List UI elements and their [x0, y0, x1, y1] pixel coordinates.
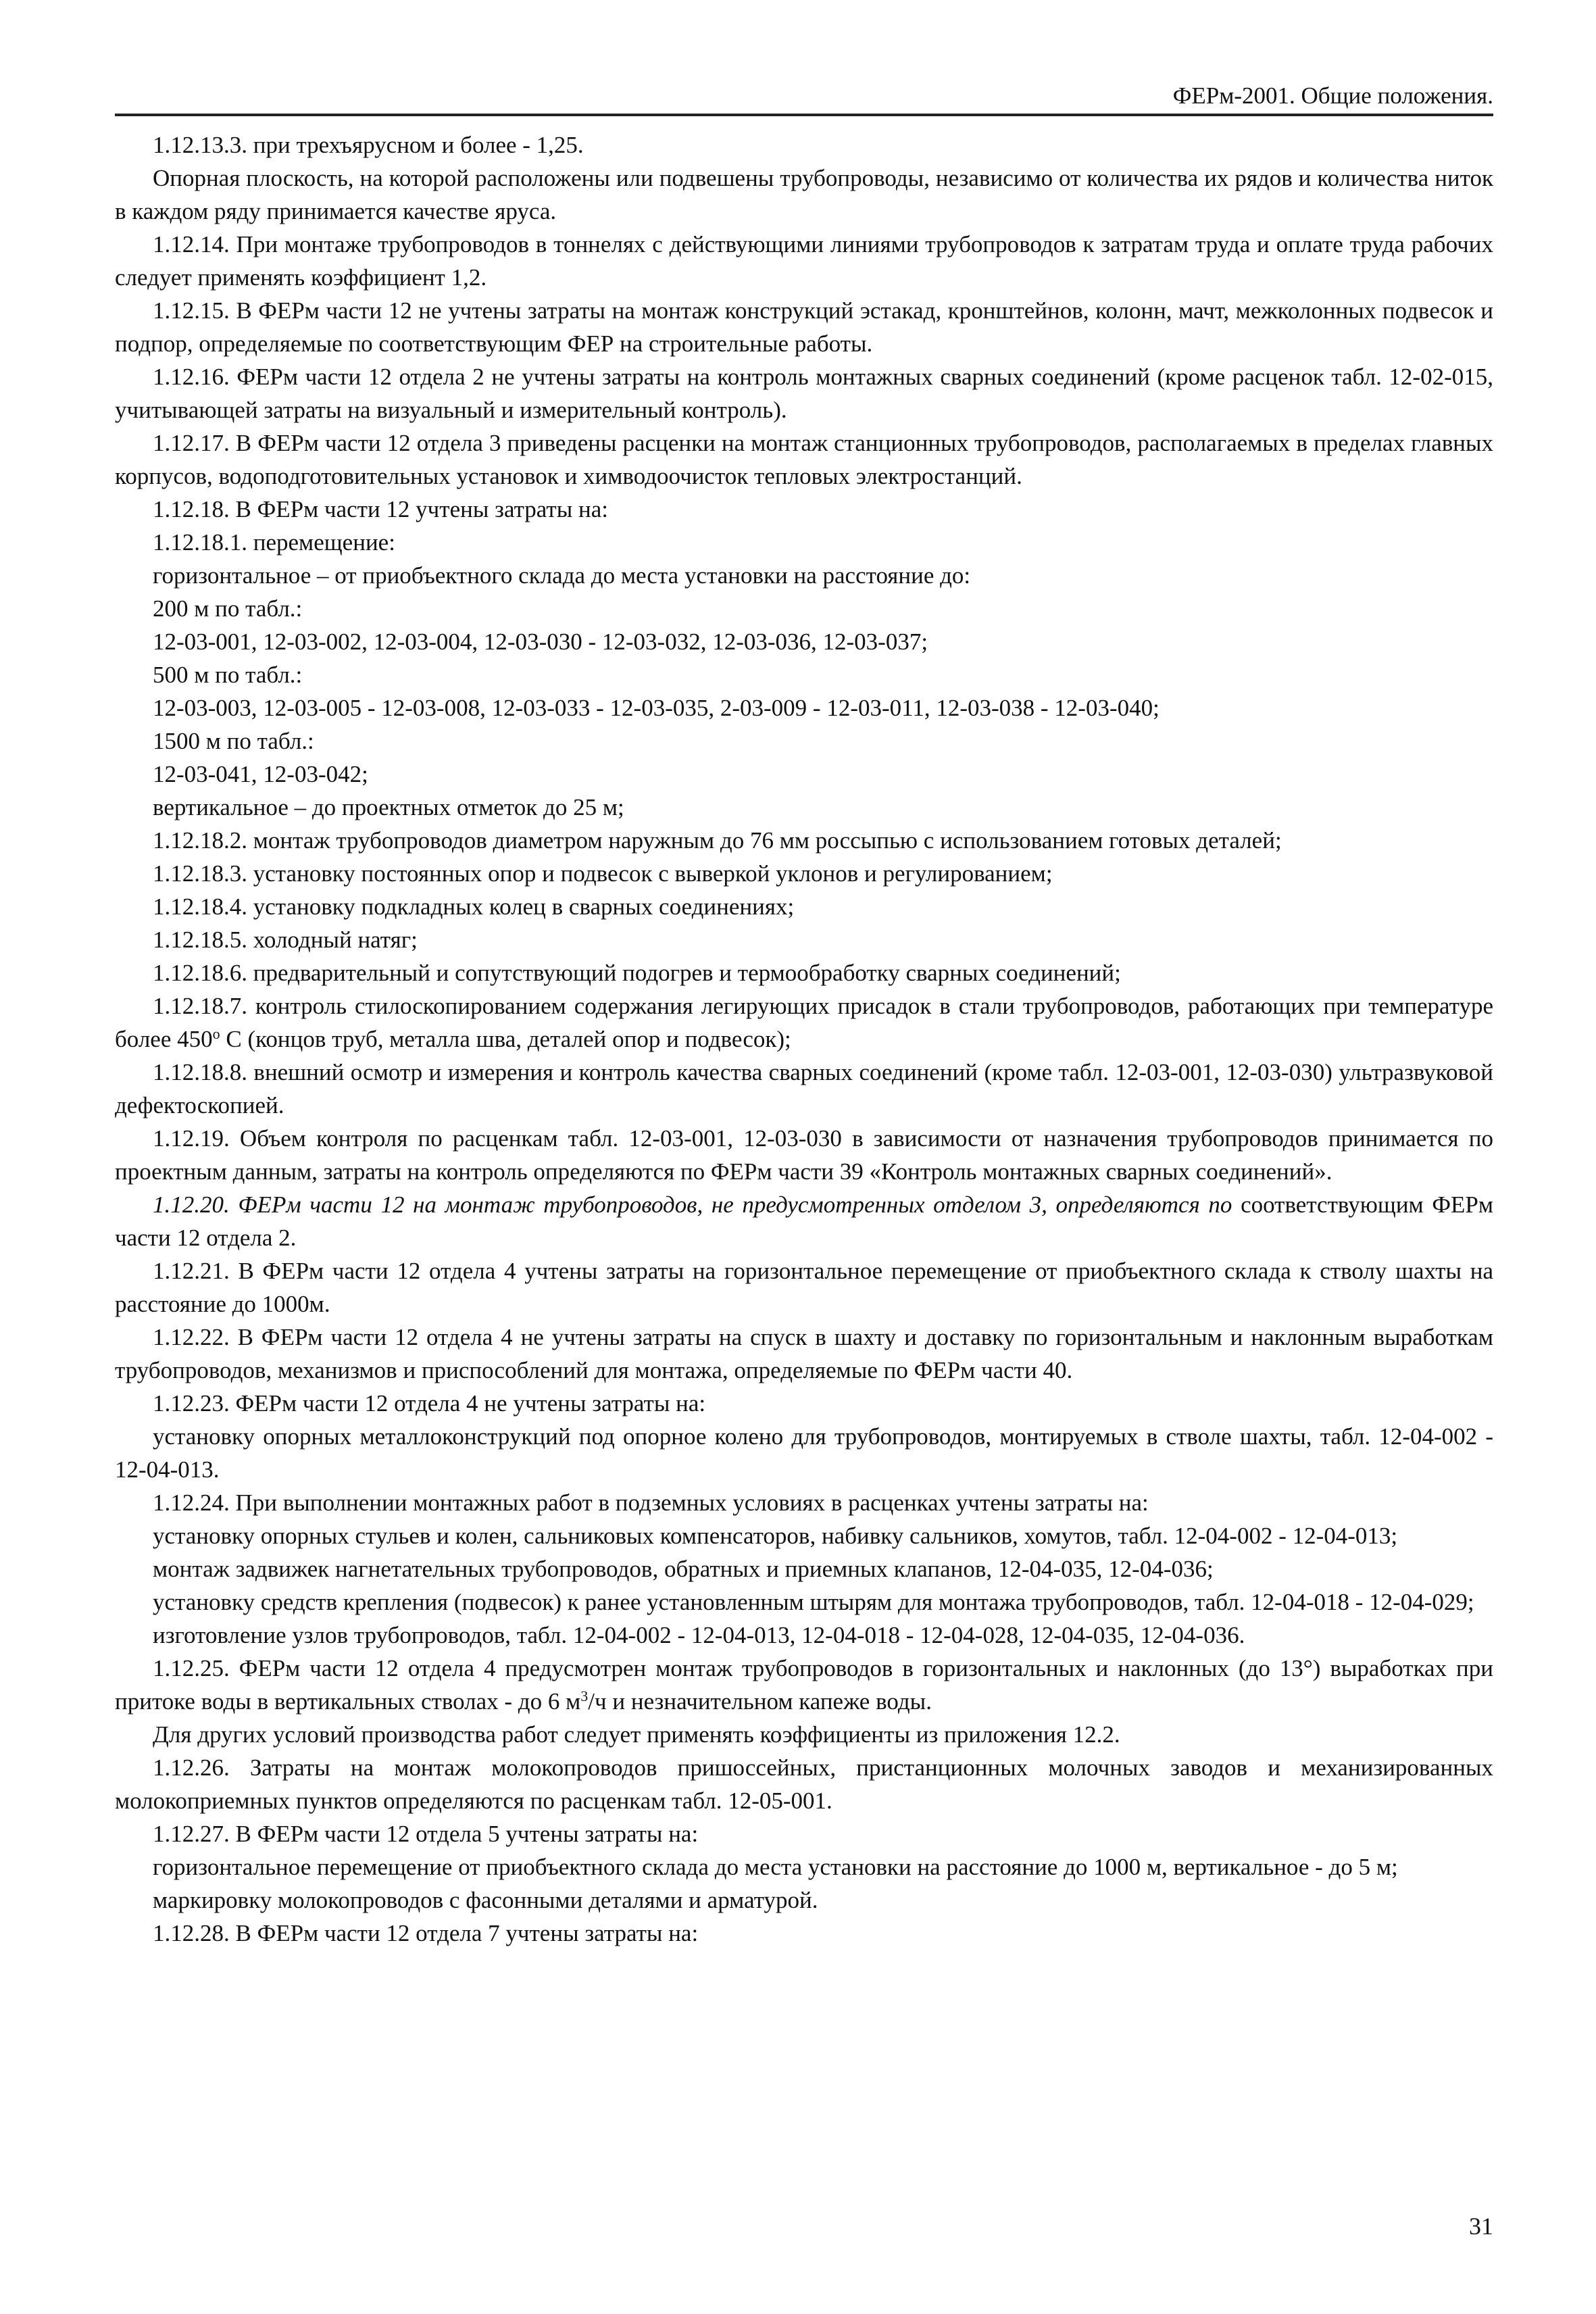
paragraph: 1.12.18.2. монтаж трубопроводов диаметром наружным до 76 мм россыпью с использованием готовых деталей; [153, 827, 1282, 854]
text-segment: 1.12.18.7. контроль стилоскопированием содержания легирующих присадок в стали трубопроводов, работающих при температуре более 450 [115, 993, 1493, 1052]
paragraph: 1.12.18.3. установку постоянных опор и подвесок с выверкой уклонов и регулированием; [153, 860, 1053, 887]
paragraph: 1500 м по табл.: [153, 728, 314, 754]
paragraph: 1.12.24. При выполнении монтажных работ в подземных условиях в расценках учтены затраты на: [153, 1490, 1149, 1516]
paragraph: горизонтальное – от приобъектного склада до места установки на расстояние до: [153, 562, 971, 589]
paragraph: 1.12.16. ФЕРм части 12 отдела 2 не учтены затраты на контроль монтажных сварных соединений (кроме расценок табл. 12-02-015, учитывающей затраты на визуальный и измерительный контроль). [115, 364, 1493, 423]
page-number: 31 [1469, 2213, 1493, 2240]
paragraph: 1.12.18. В ФЕРм части 12 учтены затраты на: [153, 496, 608, 522]
header-title: ФЕРм-2001. Общие положения. [1172, 82, 1493, 109]
paragraph: 500 м по табл.: [153, 662, 303, 688]
paragraph: 1.12.27. В ФЕРм части 12 отдела 5 учтены затраты на: [153, 1821, 699, 1847]
paragraph: 1.12.23. ФЕРм части 12 отдела 4 не учтены затраты на: [153, 1390, 706, 1417]
paragraph: установку опорных стульев и колен, сальниковых компенсаторов, набивку сальников, хомутов, табл. 12-04-002 - 12-04-013; [153, 1523, 1398, 1549]
paragraph: установку средств крепления (подвесок) к ранее установленным штырям для монтажа трубопроводов, табл. 12-04-018 - 12-04-029; [153, 1589, 1474, 1615]
paragraph: 12-03-003, 12-03-005 - 12-03-008, 12-03-033 - 12-03-035, 2-03-009 - 12-03-011, 12-03-038 - 12-03-040; [153, 695, 1159, 721]
paragraph: вертикальное – до проектных отметок до 25 м; [153, 794, 624, 820]
text-segment: 1.12.25. ФЕРм части 12 отдела 4 предусмотрен монтаж трубопроводов в горизонтальных и наклонных (до 13°) выработках при притоке воды в вертикальных стволах - до 6 м [115, 1655, 1493, 1715]
paragraph [115, 989, 1493, 1056]
paragraph: 1.12.21. В ФЕРм части 12 отдела 4 учтены затраты на горизонтальное перемещение от приобъектного склада к стволу шахты на расстояние до 1000м. [115, 1258, 1493, 1317]
degree-superscript: о [212, 1025, 220, 1042]
paragraph: изготовление узлов трубопроводов, табл. 12-04-002 - 12-04-013, 12-04-018 - 12-04-028, 12-04-035, 12-04-036. [153, 1622, 1245, 1648]
paragraph [115, 1188, 1493, 1254]
paragraph: 1.12.17. В ФЕРм части 12 отдела 3 приведены расценки на монтаж станционных трубопроводов, располагаемых в пределах главных корпусов, водоподготовительных установок и химводоочисток тепловых электростанций. [115, 430, 1493, 489]
paragraph: 1.12.28. В ФЕРм части 12 отдела 7 учтены затраты на: [153, 1920, 699, 1946]
text-segment: соответствующим ФЕРм части 12 отдела 2. [115, 1191, 1494, 1251]
paragraph: маркировку молокопроводов с фасонными деталями и арматурой. [153, 1887, 818, 1913]
paragraph: 1.12.18.1. перемещение: [153, 529, 395, 556]
paragraph: 1.12.15. В ФЕРм части 12 не учтены затраты на монтаж конструкций эстакад, кронштейнов, колонн, мачт, межколонных подвесок и подпор, определяемые по соответствующим ФЕР на строительные работы. [115, 297, 1493, 357]
paragraph: установку опорных металлоконструкций под опорное колено для трубопроводов, монтируемых в стволе шахты, табл. 12-04-002 - 12-04-013. [115, 1423, 1493, 1483]
text-segment: /ч и незначительном капеже воды. [588, 1688, 932, 1715]
document-body [115, 128, 1493, 1950]
paragraph: 1.12.26. Затраты на монтаж молокопроводов пришоссейных, пристанционных молочных заводов и механизированных молокоприемных пунктов определяются по расценкам табл. 12-05-001. [115, 1754, 1493, 1814]
text-segment: С (концов труб, металла шва, деталей опор и подвесок); [220, 1026, 791, 1052]
page-header [115, 73, 1493, 116]
paragraph: 12-03-041, 12-03-042; [153, 761, 368, 787]
paragraph: монтаж задвижек нагнетательных трубопроводов, обратных и приемных клапанов, 12-04-035, 12-04-036; [153, 1556, 1214, 1582]
paragraph: Для других условий производства работ следует применять коэффициенты из приложения 12.2. [153, 1721, 1120, 1748]
paragraph: Опорная плоскость, на которой расположены или подвешены трубопроводы, независимо от количества их рядов и количества ниток в каждом ряду принимается качестве яруса. [115, 165, 1493, 224]
paragraph: 1.12.22. В ФЕРм части 12 отдела 4 не учтены затраты на спуск в шахту и доставку по горизонтальным и наклонным выработкам трубопроводов, механизмов и приспособлений для монтажа, определяемые по ФЕРм части 40. [115, 1324, 1493, 1383]
cube-superscript: 3 [580, 1688, 589, 1704]
paragraph: 12-03-001, 12-03-002, 12-03-004, 12-03-030 - 12-03-032, 12-03-036, 12-03-037; [153, 629, 928, 655]
paragraph: 1.12.14. При монтаже трубопроводов в тоннелях с действующими линиями трубопроводов к затратам труда и оплате труда рабочих следует применять коэффициент 1,2. [115, 231, 1493, 291]
paragraph: 1.12.18.5. холодный натяг; [153, 927, 418, 953]
paragraph: горизонтальное перемещение от приобъектного склада до места установки на расстояние до 1000 м, вертикальное - до 5 м; [153, 1854, 1398, 1880]
italic-text: 1.12.20. ФЕРм части 12 на монтаж трубопроводов, не предусмотренных отделом 3, определяются по [153, 1191, 1232, 1218]
paragraph: 1.12.18.8. внешний осмотр и измерения и контроль качества сварных соединений (кроме табл. 12-03-001, 12-03-030) ультразвуковой дефектоскопией. [115, 1059, 1493, 1118]
paragraph: 1.12.19. Объем контроля по расценкам табл. 12-03-001, 12-03-030 в зависимости от назначения трубопроводов принимается по проектным данным, затраты на контроль определяются по ФЕРм части 39 «Контроль монтажных сварных соединений». [115, 1125, 1493, 1185]
paragraph: 200 м по табл.: [153, 595, 303, 622]
paragraph [115, 1652, 1493, 1718]
paragraph: 1.12.13.3. при трехъярусном и более - 1,25. [153, 132, 584, 158]
paragraph: 1.12.18.6. предварительный и сопутствующий подогрев и термообработку сварных соединений; [153, 960, 1121, 986]
paragraph: 1.12.18.4. установку подкладных колец в сварных соединениях; [153, 893, 795, 920]
